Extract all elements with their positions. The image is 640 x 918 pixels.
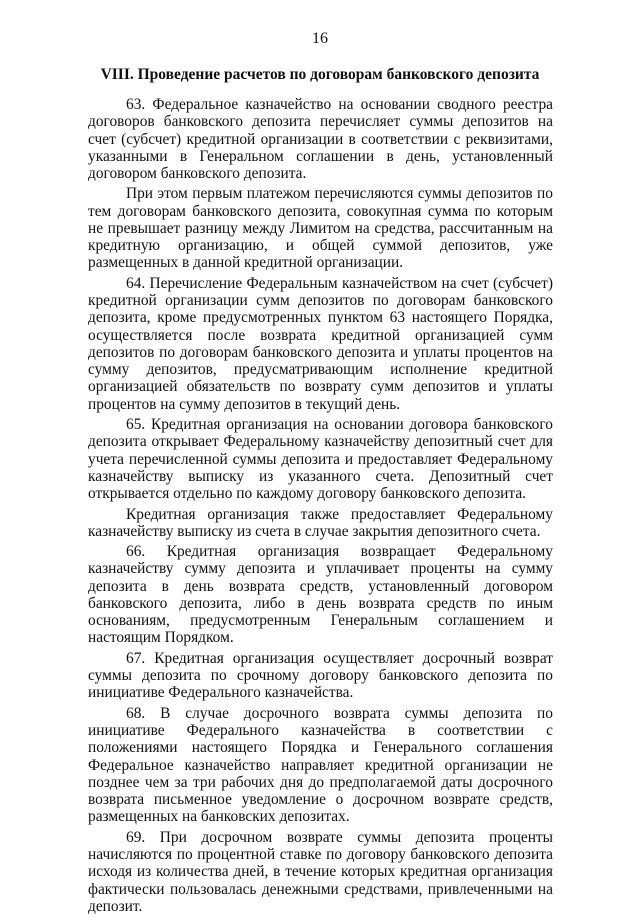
paragraph-63: 63. Федеральное казначейство на основании сводного реестра договоров банковского депозита перечисляет суммы депозитов на счет (субсчет) кредитной организации в соответствии с реквизитами, указанными в Генеральном соглашении в день, установленный договором банковского депозита. xyxy=(88,96,553,182)
paragraph-69: 69. При досрочном возврате суммы депозита проценты начисляются по процентной ставке по договору банковского депозита исходя из количества дней, в течение которых кредитная организация фактически пользовалась денежными средствами, привлеченными на депозит. xyxy=(88,828,553,915)
paragraph-64: 64. Перечисление Федеральным казначейством на счет (субсчет) кредитной организации сумм депозитов по договорам банковского депозита, кроме предусмотренных пунктом 63 настоящего Порядка, осуществляется после возврата кредитной организацией сумм депозитов по договорам банковского депозита и уплаты процентов на сумму депозитов, предусматривающим исполнение кредитной организацией обязательств по возврату сумм депозитов и уплаты процентов на сумму депозитов в текущий день. xyxy=(88,274,553,413)
section-title: VIII. Проведение расчетов по договорам банковского депозита xyxy=(100,66,540,83)
paragraph-65: 65. Кредитная организация на основании договора банковского депозита открывает Федеральному казначейству депозитный счет для учета перечисленной суммы депозита и предоставляет Федеральному казначейству выписку из указанного счета. Депозитный счет открывается отдельно по каждому договору банковского депозита. xyxy=(88,416,553,503)
paragraph-67: 67. Кредитная организация осуществляет досрочный возврат суммы депозита по срочному договору банковского депозита по инициативе Федерального казначейства. xyxy=(88,649,553,702)
document-body xyxy=(88,96,553,918)
page-number: 16 xyxy=(312,30,328,47)
paragraph-63-continued: При этом первым платежом перечисляются суммы депозитов по тем договорам банковского депозита, совокупная сумма по которым не превышает разницу между Лимитом на средства, рассчитанным на кредитную организацию, и общей суммой депозитов, уже размещенных в данной кредитной организации. xyxy=(88,185,553,272)
paragraph-68: 68. В случае досрочного возврата суммы депозита по инициативе Федерального казначейства в соответствии с положениями настоящего Порядка и Генерального соглашения Федеральное казначейство направляет кредитной организации не позднее чем за три рабочих дня до предполагаемой даты досрочного возврата письменное уведомление о досрочном возврате средств, размещенных на банковских депозитах. xyxy=(88,704,553,826)
paragraph-65-continued: Кредитная организация также предоставляет Федеральному казначейству выписку из счета в случае закрытия депозитного счета. xyxy=(88,505,553,540)
paragraph-66: 66. Кредитная организация возвращает Федеральному казначейству сумму депозита и уплачивает проценты на сумму депозита в день возврата средств, установленный договором банковского депозита, либо в день возврата средств по иным основаниям, предусмотренным Генеральным соглашением и настоящим Порядком. xyxy=(88,543,553,647)
